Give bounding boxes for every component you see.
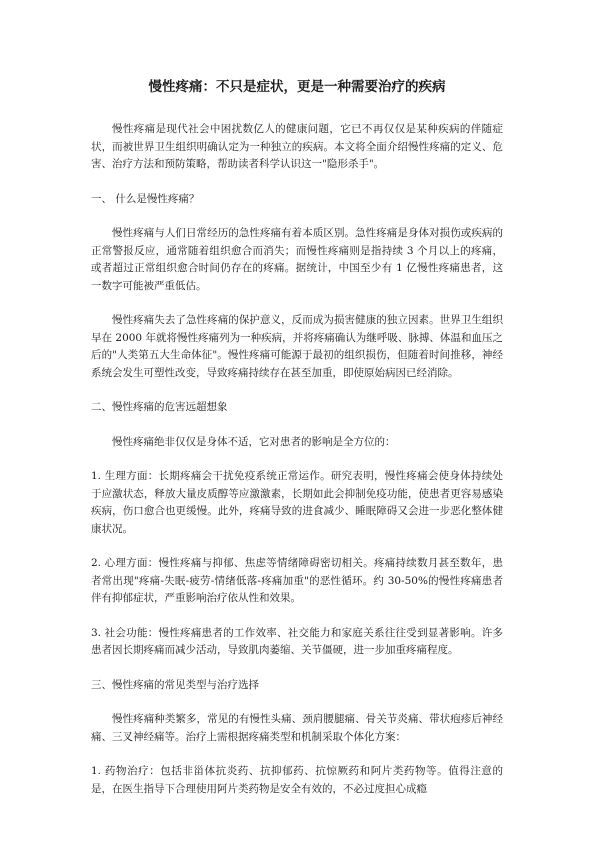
document-title: 慢性疼痛：不只是症状，更是一种需要治疗的疾病 bbox=[148, 79, 446, 95]
list-item-social: 3. 社会功能：慢性疼痛患者的工作效率、社交能力和家庭关系往往受到显著影响。许多患者因长期疼痛而减少活动，导致肌肉萎缩、关节僵硬，进一步加重疼痛程度。 bbox=[91, 626, 503, 656]
section-heading-3: 三、慢性疼痛的常见类型与治疗选择 bbox=[91, 678, 259, 691]
intro-paragraph: 慢性疼痛是现代社会中困扰数亿人的健康问题，它已不再仅仅是某种疾病的伴随症状，而被世界卫生组织明确认定为一种独立的疾病。本文将全面介绍慢性疼痛的定义、危害、治疗方法和预防策略，帮助读者科学认识这一"隐形杀手"。 bbox=[91, 123, 503, 170]
body-paragraph: 慢性疼痛与人们日常经历的急性疼痛有着本质区别。急性疼痛是身体对损伤或疾病的正常警报反应，通常随着组织愈合而消失；而慢性疼痛则是指持续 3 个月以上的疼痛，或者超过正常组织愈合时间仍存在的疼痛。据统计，中国至少有 1 亿慢性疼痛患者，这一数字可能被严重低估。 bbox=[91, 227, 503, 292]
body-paragraph: 慢性疼痛绝非仅仅是身体不适，它对患者的影响是全方位的： bbox=[112, 435, 396, 448]
body-paragraph: 慢性疼痛种类繁多，常见的有慢性头痛、颈肩腰腿痛、骨关节炎痛、带状疱疹后神经痛、三叉神经痛等。治疗上需根据疼痛类型和机制采取个体化方案： bbox=[91, 713, 503, 743]
body-paragraph: 慢性疼痛失去了急性疼痛的保护意义，反而成为损害健康的独立因素。世界卫生组织早在 2000 年就将慢性疼痛列为一种疾病，并将疼痛确认为继呼吸、脉搏、体温和血压之后的"人类第五大生命体征"。慢性疼痛可能源于最初的组织损伤，但随着时间推移，神经系统会发生可塑性改变，导致疼痛持续存在甚至加重，即使原始病因已经消除。 bbox=[91, 314, 503, 379]
list-item-psychological: 2. 心理方面：慢性疼痛与抑郁、焦虑等情绪障碍密切相关。疼痛持续数月甚至数年，患者常出现"疼痛-失眠-疲劳-情绪低落-疼痛加重"的恶性循环。约 30-50%的慢性疼痛患者伴有抑郁症状，严重影响治疗依从性和效果。 bbox=[91, 557, 503, 604]
section-heading-2: 二、慢性疼痛的危害远超想象 bbox=[91, 401, 228, 413]
section-heading-1: 一、 什么是慢性疼痛？ bbox=[91, 192, 200, 205]
list-item-physiological: 1. 生理方面：长期疼痛会干扰免疫系统正常运作。研究表明，慢性疼痛会使身体持续处于应激状态，释放大量皮质醇等应激激素，长期如此会抑制免疫功能，使患者更容易感染疾病，伤口愈合也更缓慢。此外，疼痛导致的进食减少、睡眠障碍又会进一步恶化整体健康状况。 bbox=[91, 470, 503, 535]
list-item-medication: 1. 药物治疗：包括非甾体抗炎药、抗抑郁药、抗惊厥药和阿片类药物等。值得注意的是，在医生指导下合理使用阿片类药物是安全有效的，不必过度担心成瘾 bbox=[91, 765, 503, 795]
